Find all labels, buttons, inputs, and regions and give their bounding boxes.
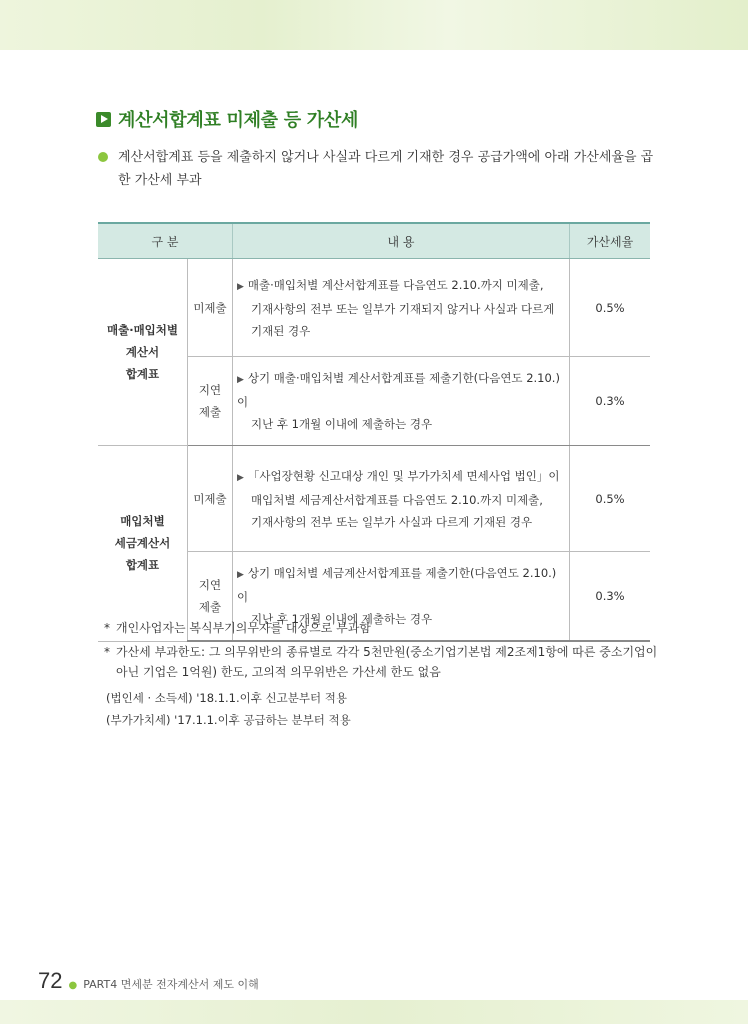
application-line: (부가가치세) '17.1.1.이후 공급하는 분부터 적용	[106, 713, 351, 727]
page-number: 72	[38, 968, 63, 993]
table-row	[98, 259, 650, 357]
category-line: 매입처별	[120, 514, 165, 529]
category-line: 합계표	[125, 558, 160, 573]
subcategory-line: 미제출	[193, 491, 227, 506]
note-marker: *	[104, 645, 110, 659]
rate-cell: 0.5%	[570, 446, 651, 552]
header-content: 내 용	[233, 223, 570, 259]
content-text: 매출·매입처별 계산서합계표를 다음연도 2.10.까지 미제출,	[247, 277, 544, 292]
subcategory-line: 지연	[198, 383, 222, 397]
section-heading	[96, 106, 358, 132]
bottom-decorative-band	[0, 1000, 748, 1024]
note-text: 개인사업자는 복식부기의무자를 대상으로 부과함	[116, 621, 371, 635]
header-category: 구 분	[98, 223, 233, 259]
subcategory-line: 제출	[198, 600, 222, 614]
subcategory-line: 지연	[198, 578, 222, 592]
content-line: 매입처별 세금계산서합계표를 다음연도 2.10.까지 미제출,	[251, 492, 543, 507]
category-line: 합계표	[125, 367, 160, 381]
content-line: 기재사항의 전부 또는 일부가 사실과 다르게 기재된 경우	[251, 514, 533, 529]
bullet-dot-icon	[98, 152, 108, 162]
application-line: (법인세 · 소득세) '18.1.1.이후 신고분부터 적용	[106, 691, 347, 705]
rate-cell: 0.5%	[570, 259, 651, 357]
triangle-right-icon: ▶	[237, 281, 244, 292]
triangle-right-icon: ▶	[237, 472, 244, 483]
subcategory-cell	[188, 259, 233, 357]
subcategory-cell	[188, 446, 233, 552]
content-cell	[233, 357, 570, 446]
content-line: 지난 후 1개월 이내에 제출하는 경우	[251, 417, 433, 431]
page-footer	[38, 968, 259, 998]
category-cell	[98, 259, 188, 446]
content-cell	[233, 446, 570, 552]
rate-cell: 0.3%	[570, 357, 651, 446]
part-title: PART4 면세분 전자계산서 제도 이해	[83, 978, 259, 991]
content-line	[237, 562, 561, 608]
content-line	[237, 367, 561, 413]
category-line: 세금계산서	[114, 536, 171, 551]
triangle-right-icon: ▶	[237, 375, 244, 385]
header-rate: 가산세율	[570, 223, 651, 259]
rate-cell: 0.3%	[570, 552, 651, 642]
table-row	[98, 446, 650, 552]
table-header-row	[98, 223, 650, 259]
content-line	[237, 465, 561, 489]
section-title: 계산서합계표 미제출 등 가산세	[118, 110, 359, 131]
content-cell	[233, 259, 570, 357]
subcategory-cell	[188, 357, 233, 446]
category-line: 매출·매입처별	[106, 323, 179, 337]
content-line: 기재된 경우	[251, 323, 311, 338]
note-item	[104, 642, 664, 682]
intro-paragraph	[98, 146, 658, 192]
play-square-icon	[96, 112, 111, 127]
note-item	[104, 618, 664, 638]
notes-section	[104, 618, 664, 732]
triangle-right-icon: ▶	[237, 570, 244, 580]
content-line: 지난 후 1개월 이내에 제출하는 경우	[251, 612, 433, 626]
note-text: 가산세 부과한도: 그 의무위반의 종류별로 각각 5천만원(중소기업기본법 제2조제1항에 따른 중소기업이 아닌 기업은 1억원) 한도, 고의적 의무위반은 가산세 한도 없음	[116, 645, 658, 679]
subcategory-line: 제출	[198, 405, 222, 419]
category-cell	[98, 446, 188, 642]
top-decorative-band	[0, 0, 748, 50]
content-text: 상기 매입처별 세금계산서합계표를 제출기한(다음연도 2.10.)이	[237, 566, 557, 604]
penalty-rate-table	[98, 222, 650, 642]
content-text: 「사업장현황 신고대상 개인 및 부가가치세 면세사업 법인」이	[247, 468, 560, 483]
intro-text: 계산서합계표 등을 제출하지 않거나 사실과 다르게 기재한 경우 공급가액에 아래 가산세율을 곱한 가산세 부과	[118, 150, 654, 188]
footer-dot-icon: ●	[68, 980, 78, 991]
subcategory-line: 미제출	[193, 300, 227, 315]
content-text: 상기 매출·매입처별 계산서합계표를 제출기한(다음연도 2.10.)이	[237, 371, 560, 409]
content-line: 기재사항의 전부 또는 일부가 기재되지 않거나 사실과 다르게	[251, 301, 555, 316]
note-marker: *	[104, 621, 110, 635]
content-line	[237, 274, 561, 298]
category-line: 계산서	[125, 345, 160, 359]
